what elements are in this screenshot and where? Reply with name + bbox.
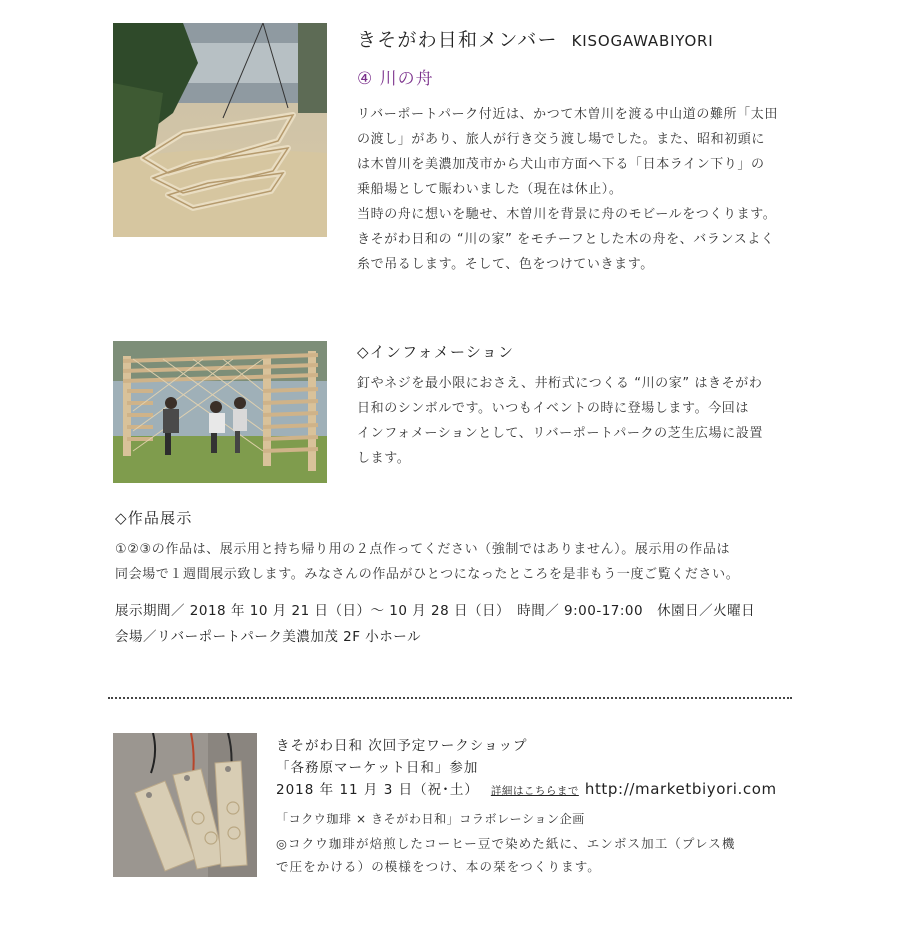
exhibition-heading: ◇作品展示 <box>115 509 193 527</box>
information-description <box>357 371 763 471</box>
next-workshop-title: きそがわ日和 次回予定ワークショップ <box>276 738 528 754</box>
exhibition-venue: 会場／リバーポートパーク美濃加茂 2F 小ホール <box>115 629 421 645</box>
details-link[interactable]: 詳細はこちらまで <box>490 785 579 797</box>
website-url[interactable]: http://marketbiyori.com <box>584 780 777 798</box>
dotted-divider <box>108 697 792 699</box>
paragraph-line: は木曽川を美濃加茂市から犬山市方面へ下る「日本ライン下り」の <box>357 157 765 172</box>
next-workshop-date: 2018 年 11 月 3 日（祝･土） <box>276 782 479 798</box>
title-row <box>357 25 797 53</box>
workshop-description <box>357 102 778 277</box>
paragraph-line: 糸で吊るします。そして、色をつけていきます。 <box>357 257 654 272</box>
exhibition-period: 展示期間／ 2018 年 10 月 21 日（日）～ 10 月 28 日（日） 時間／ 9:00-17:00 休園日／火曜日 <box>115 603 756 619</box>
river-house-photo <box>113 341 327 483</box>
paragraph-line: リバーポートパーク付近は、かつて木曽川を渡る中山道の難所「太田 <box>357 107 778 122</box>
bookmarks-photo <box>113 733 257 877</box>
exhibition-description <box>115 537 739 587</box>
paragraph-line: 同会場で１週間展示致します。みなさんの作品がひとつになったところを是非もう一度ご覧ください。 <box>115 567 740 582</box>
paragraph-line: 釘やネジを最小限におさえ、井桁式につくる “川の家” はきそがわ <box>357 376 763 391</box>
paragraph-line: ①②③の作品は、展示用と持ち帰り用の２点作ってください（強制ではありません）。展示用の作品は <box>115 542 731 557</box>
next-workshop-name: 「各務原マーケット日和」参加 <box>276 760 479 776</box>
paragraph-line: きそがわ日和の “川の家” をモチーフとした木の舟を、バランスよく <box>357 232 775 247</box>
paragraph-line: の渡し」があり、旅人が行き交う渡し場でした。また、昭和初頭に <box>357 132 766 147</box>
paragraph-line: ◎コクウ珈琲が焙煎したコーヒー豆で染めた紙に、エンボス加工（プレス機 <box>276 836 736 851</box>
page-title-english: KISOGAWABIYORI <box>571 32 714 50</box>
collaboration-description <box>276 832 735 878</box>
paragraph-line: インフォメーションとして、リバーポートパークの芝生広場に設置 <box>357 426 763 441</box>
information-heading: ◇インフォメーション <box>357 343 515 361</box>
boat-mobile-photo <box>113 23 327 237</box>
paragraph-line: 乗船場として賑わいました（現在は休止）。 <box>357 182 623 197</box>
collaboration-title: 「コクウ珈琲 × きそがわ日和」コラボレーション企画 <box>276 812 585 826</box>
page-title: きそがわ日和メンバー <box>357 29 558 51</box>
paragraph-line: します。 <box>357 451 411 466</box>
next-workshop-date-row <box>276 778 777 798</box>
paragraph-line: 日和のシンボルです。いつもイベントの時に登場します。今回は <box>357 401 749 416</box>
paragraph-line: 当時の舟に想いを馳せ、木曽川を背景に舟のモビールをつくります。 <box>357 207 777 222</box>
paragraph-line: で圧をかける）の模様をつけ、本の栞をつくります。 <box>276 859 601 874</box>
workshop-subtitle: ④ 川の舟 <box>357 69 434 89</box>
